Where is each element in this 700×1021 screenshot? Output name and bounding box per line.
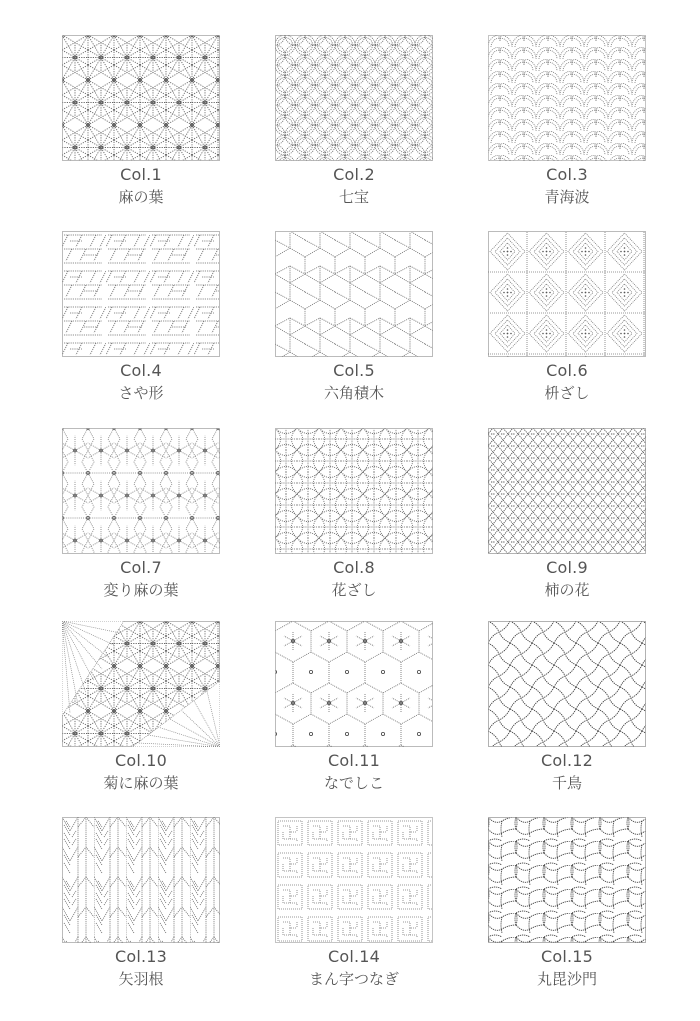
pattern-card-col3[interactable] [488,35,646,206]
pattern-image-chidori [488,621,646,747]
pattern-card-col11[interactable] [275,621,433,792]
pattern-image-masuzashi [488,231,646,357]
pattern-card-col12[interactable] [488,621,646,792]
pattern-name: 青海波 [544,188,590,206]
pattern-image-kiku-asanoha [62,621,220,747]
pattern-code: Col.12 [540,751,594,770]
pattern-code: Col.13 [114,947,168,966]
pattern-card-col15[interactable] [488,817,646,988]
pattern-image-maru-bishamon [488,817,646,943]
pattern-name: さや形 [118,384,164,402]
pattern-image-manji-tsunagi [275,817,433,943]
pattern-code: Col.7 [120,558,162,577]
pattern-name: 枡ざし [544,384,590,402]
pattern-image-asanoha [62,35,220,161]
pattern-code: Col.5 [333,361,375,380]
pattern-name: まん字つなぎ [308,970,399,988]
pattern-image-seigaiha [488,35,646,161]
pattern-name: 変り麻の葉 [103,581,179,599]
pattern-code: Col.2 [333,165,375,184]
pattern-name: 麻の葉 [118,188,164,206]
pattern-card-col4[interactable] [62,231,220,402]
pattern-card-col9[interactable] [488,428,646,599]
pattern-code: Col.6 [546,361,588,380]
pattern-code: Col.3 [546,165,588,184]
pattern-card-col5[interactable] [275,231,433,402]
pattern-image-sayagata [62,231,220,357]
pattern-name: 七宝 [338,188,369,206]
pattern-name: なでしこ [323,774,384,792]
pattern-name: 花ざし [331,581,377,599]
pattern-code: Col.9 [546,558,588,577]
pattern-code: Col.4 [120,361,162,380]
pattern-name: 菊に麻の葉 [103,774,179,792]
pattern-name: 六角積木 [323,384,384,402]
pattern-image-shippo [275,35,433,161]
pattern-name: 柿の花 [544,581,590,599]
pattern-image-kawari-asanoha [62,428,220,554]
pattern-card-col13[interactable] [62,817,220,988]
pattern-card-col7[interactable] [62,428,220,599]
pattern-card-col2[interactable] [275,35,433,206]
pattern-card-col8[interactable] [275,428,433,599]
pattern-image-nadeshiko [275,621,433,747]
pattern-image-kakinohana [488,428,646,554]
pattern-card-col10[interactable] [62,621,220,792]
pattern-card-col6[interactable] [488,231,646,402]
pattern-card-col14[interactable] [275,817,433,988]
pattern-code: Col.1 [120,165,162,184]
pattern-image-yabane [62,817,220,943]
pattern-name: 千鳥 [551,774,582,792]
pattern-image-rokkaku-tsumiki [275,231,433,357]
pattern-card-col1[interactable] [62,35,220,206]
pattern-name: 丸毘沙門 [536,970,597,988]
pattern-image-hanazashi [275,428,433,554]
pattern-code: Col.10 [114,751,168,770]
pattern-code: Col.11 [327,751,381,770]
pattern-name: 矢羽根 [118,970,164,988]
pattern-code: Col.8 [333,558,375,577]
pattern-code: Col.14 [327,947,381,966]
pattern-code: Col.15 [540,947,594,966]
